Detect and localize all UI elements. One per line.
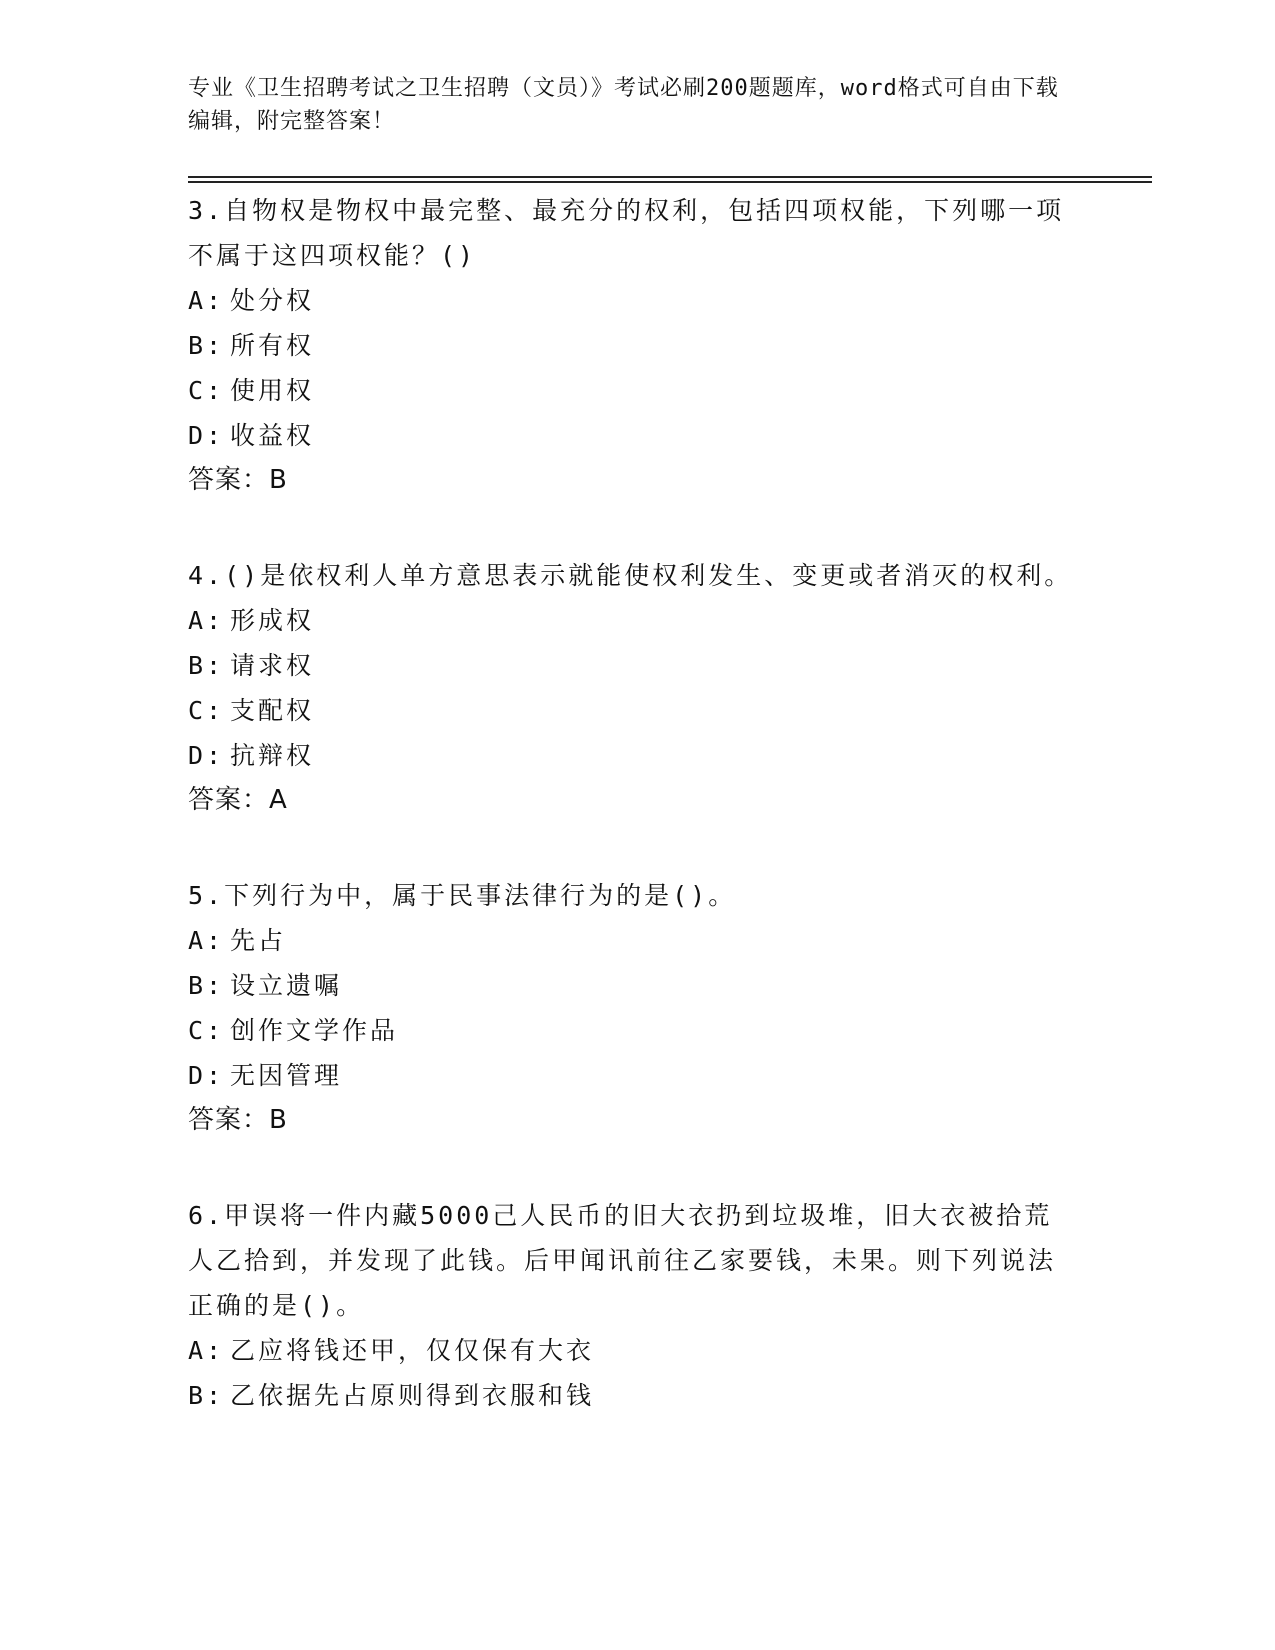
option-d <box>188 413 1078 458</box>
answer-line: 答案：A <box>188 785 288 815</box>
option-text: 所有权 <box>230 331 315 360</box>
option-text: 请求权 <box>230 651 315 680</box>
option-letter: D: <box>188 1061 225 1090</box>
option-b <box>188 1373 1078 1418</box>
option-text: 先占 <box>230 926 287 955</box>
option-letter: A: <box>188 606 225 635</box>
option-letter: C: <box>188 376 225 405</box>
option-letter: B: <box>188 331 225 360</box>
option-a <box>188 1328 1078 1373</box>
option-b <box>188 323 1078 368</box>
option-a <box>188 598 1078 643</box>
question-6 <box>188 1193 1078 1418</box>
option-letter: B: <box>188 651 225 680</box>
option-text: 形成权 <box>230 606 315 635</box>
question-3 <box>188 188 1078 503</box>
question-list <box>188 188 1078 1468</box>
option-c <box>188 688 1078 733</box>
option-letter: B: <box>188 971 225 1000</box>
option-letter: B: <box>188 1381 225 1410</box>
option-text: 支配权 <box>230 696 315 725</box>
option-letter: D: <box>188 741 225 770</box>
option-text: 使用权 <box>230 376 315 405</box>
question-stem: 6.甲误将一件内藏5000己人民币的旧大衣扔到垃圾堆，旧大衣被拾荒人乙拾到，并发现了此钱。后甲闻讯前往乙家要钱，未果。则下列说法正确的是()。 <box>188 1201 1057 1320</box>
option-b <box>188 963 1078 1008</box>
option-text: 设立遗嘱 <box>230 971 343 1000</box>
answer-line: 答案：B <box>188 465 288 495</box>
question-stem: 5.下列行为中，属于民事法律行为的是()。 <box>188 881 737 910</box>
answer-line: 答案：B <box>188 1105 288 1135</box>
question-stem: 3.自物权是物权中最完整、最充分的权利，包括四项权能，下列哪一项不属于这四项权能？() <box>188 196 1065 270</box>
option-letter: D: <box>188 421 225 450</box>
option-d <box>188 1053 1078 1098</box>
option-c <box>188 1008 1078 1053</box>
header-divider-bottom <box>188 181 1152 183</box>
option-text: 收益权 <box>230 421 315 450</box>
option-text: 处分权 <box>230 286 315 315</box>
header-divider-top <box>188 176 1152 178</box>
option-a <box>188 918 1078 963</box>
option-text: 抗辩权 <box>230 741 315 770</box>
option-a <box>188 278 1078 323</box>
option-text: 无因管理 <box>230 1061 343 1090</box>
option-d <box>188 733 1078 778</box>
option-text: 乙应将钱还甲，仅仅保有大衣 <box>230 1336 595 1365</box>
option-letter: C: <box>188 1016 225 1045</box>
option-text: 创作文学作品 <box>230 1016 399 1045</box>
option-text: 乙依据先占原则得到衣服和钱 <box>230 1381 595 1410</box>
option-c <box>188 368 1078 413</box>
option-letter: A: <box>188 1336 225 1365</box>
option-letter: A: <box>188 286 225 315</box>
question-4 <box>188 553 1078 823</box>
option-letter: A: <box>188 926 225 955</box>
question-stem: 4.()是依权利人单方意思表示就能使权利发生、变更或者消灭的权利。 <box>188 561 1073 590</box>
question-5 <box>188 873 1078 1143</box>
option-letter: C: <box>188 696 225 725</box>
option-b <box>188 643 1078 688</box>
document-header: 专业《卫生招聘考试之卫生招聘（文员）》考试必刷200题题库，word格式可自由下载编辑，附完整答案！ <box>188 76 1059 134</box>
